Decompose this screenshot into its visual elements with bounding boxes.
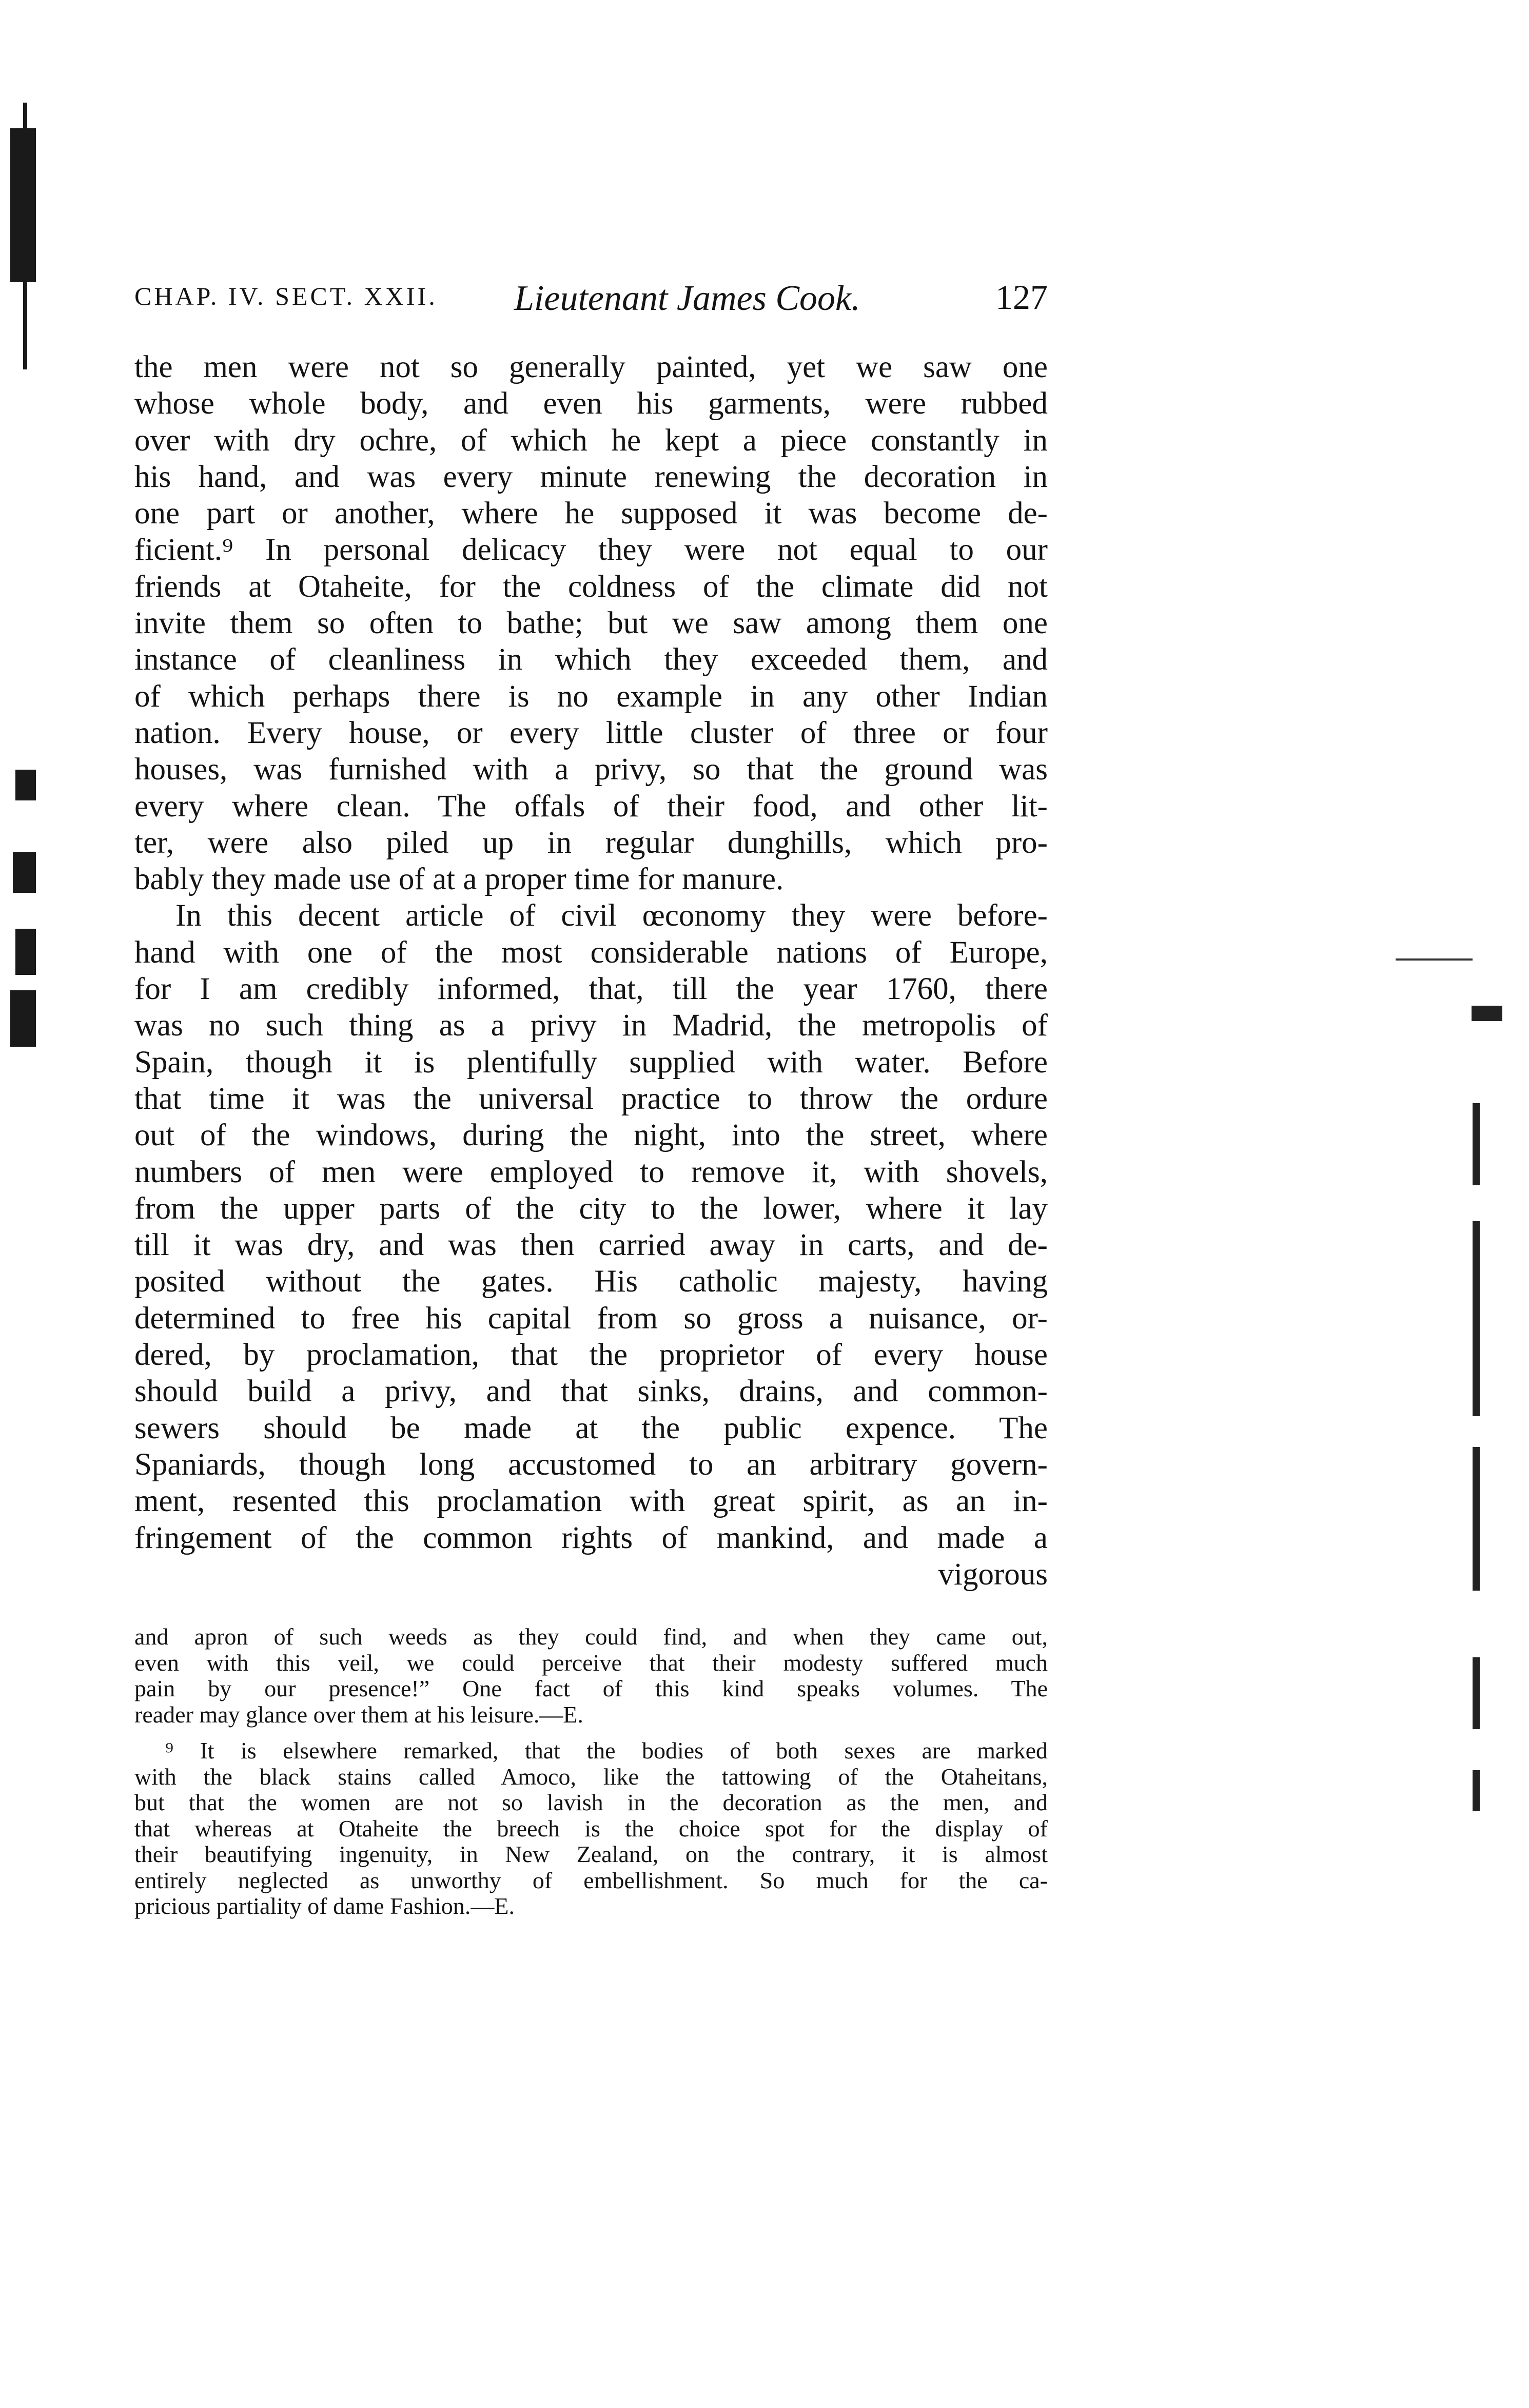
running-title: Lieutenant James Cook.: [514, 279, 860, 318]
page-number: 127: [995, 278, 1048, 317]
main-text: [134, 349, 1048, 1593]
text-line: invite them so often to bathe; but we saw among them one: [134, 606, 1048, 641]
footnote-line: even with this veil, we could perceive that their modesty suffered much: [134, 1649, 1048, 1676]
text-line: fringement of the common rights of mankind, and made a: [134, 1520, 1048, 1555]
text-line: the men were not so generally painted, yet we saw one: [134, 350, 1048, 384]
text-line: ment, resented this proclamation with great spirit, as an in-: [134, 1484, 1048, 1519]
text-line: should build a privy, and that sinks, drains, and common-: [134, 1374, 1048, 1409]
text-line: instance of cleanliness in which they exceeded them, and: [134, 642, 1048, 677]
footnote-line: their beautifying ingenuity, in New Zealand, on the contrary, it is almost: [134, 1841, 1048, 1867]
text-line: from the upper parts of the city to the lower, where it lay: [134, 1191, 1048, 1226]
scan-edge-left: [0, 77, 56, 1308]
chapter-section-heading: CHAP. IV. SECT. XXII.: [134, 282, 438, 310]
scan-edge-right: [1467, 924, 1529, 2258]
text-line: bably they made use of at a proper time for manure.: [134, 862, 784, 897]
text-line: of which perhaps there is no example in any other Indian: [134, 679, 1048, 714]
text-line: whose whole body, and even his garments, were rubbed: [134, 386, 1048, 421]
text-line: Spaniards, though long accustomed to an arbitrary govern-: [134, 1447, 1048, 1482]
footnote-line: pain by our presence!” One fact of this kind speaks volumes. The: [134, 1675, 1048, 1701]
paragraph-start-line: In this decent article of civil œconomy they were before-: [175, 898, 1048, 933]
text-line: sewers should be made at the public expence. The: [134, 1411, 1048, 1445]
footnote-line: reader may glance over them at his leisure.—E.: [134, 1701, 583, 1728]
footnote-line: that whereas at Otaheite the breech is the choice spot for the display of: [134, 1815, 1048, 1842]
text-line: ter, were also piled up in regular dunghills, which pro-: [134, 825, 1048, 860]
text-line: houses, was furnished with a privy, so that the ground was: [134, 752, 1048, 787]
footnote-line: but that the women are not so lavish in the decoration as the men, and: [134, 1789, 1048, 1815]
text-line: that time it was the universal practice to throw the ordure: [134, 1081, 1048, 1116]
footnotes: [134, 1624, 1048, 1920]
text-line: hand with one of the most considerable nations of Europe,: [134, 935, 1048, 970]
footnote-gap: [134, 1728, 1048, 1738]
text-line: till it was dry, and was then carried away in carts, and de-: [134, 1228, 1048, 1263]
text-line: ficient.⁹ In personal delicacy they were not equal to our: [134, 533, 1048, 567]
scan-right-rule: [1396, 958, 1473, 961]
text-line: was no such thing as a privy in Madrid, the metropolis of: [134, 1008, 1048, 1043]
text-line: for I am credibly informed, that, till the year 1760, there: [134, 972, 1048, 1007]
text-line: nation. Every house, or every little cluster of three or four: [134, 715, 1048, 750]
text-line: friends at Otaheite, for the coldness of the climate did not: [134, 569, 1048, 604]
text-line: Spain, though it is plentifully supplied with water. Before: [134, 1045, 1048, 1080]
text-line: every where clean. The offals of their food, and other lit-: [134, 789, 1048, 824]
footnote-line: with the black stains called Amoco, like the tattowing of the Otaheitans,: [134, 1763, 1048, 1790]
text-line: dered, by proclamation, that the proprietor of every house: [134, 1338, 1048, 1373]
footnote-line: entirely neglected as unworthy of embellishment. So much for the ca-: [134, 1867, 1048, 1893]
text-line: numbers of men were employed to remove it, with shovels,: [134, 1154, 1048, 1189]
footnote-line: pricious partiality of dame Fashion.—E.: [134, 1893, 515, 1919]
running-header: [134, 278, 1048, 322]
text-line: his hand, and was every minute renewing the decoration in: [134, 459, 1048, 494]
text-line: determined to free his capital from so gross a nuisance, or-: [134, 1301, 1048, 1336]
text-line: out of the windows, during the night, into the street, where: [134, 1118, 1048, 1153]
footnote-line: and apron of such weeds as they could find, and when they came out,: [134, 1623, 1048, 1650]
text-line: one part or another, where he supposed it was become de-: [134, 496, 1048, 531]
text-line: over with dry ochre, of which he kept a piece constantly in: [134, 423, 1048, 458]
text-line: posited without the gates. His catholic majesty, having: [134, 1264, 1048, 1299]
catchword: vigorous: [938, 1557, 1048, 1592]
footnote-9-start: ⁹ It is elsewhere remarked, that the bodies of both sexes are marked: [165, 1737, 1048, 1764]
